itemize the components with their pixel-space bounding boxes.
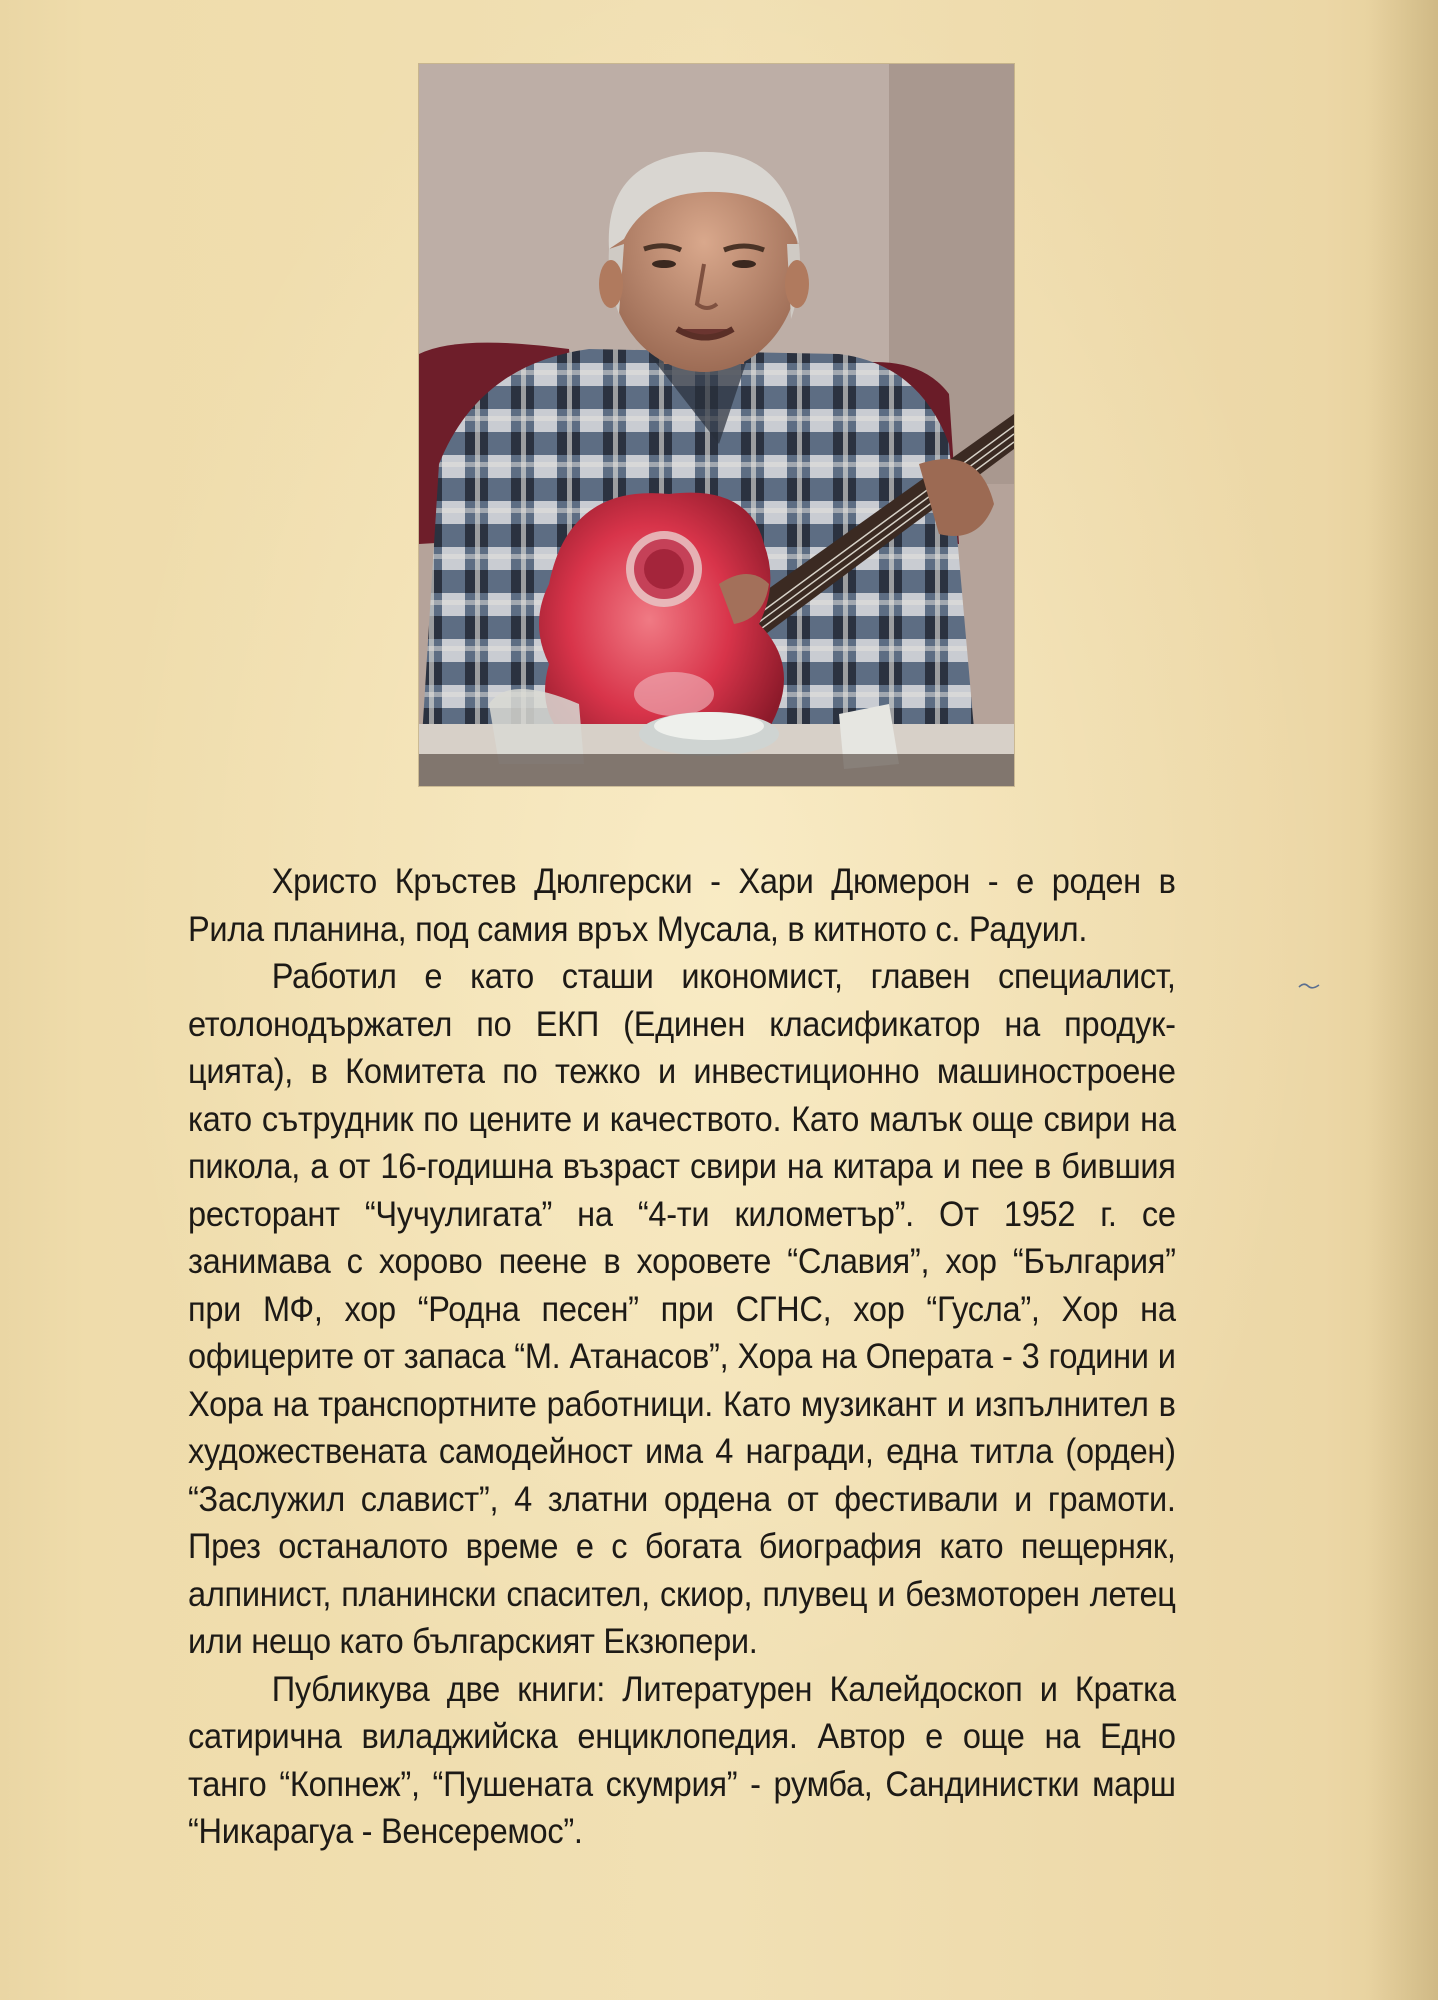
bio-paragraph-birth: Христо Кръстев Дюлгерски - Хари Дюмерон - е роден в Рила планина, под самия връх Мусала, в китното с. Радуил. xyxy=(188,862,1176,949)
page-edge-shadow xyxy=(1368,0,1438,2000)
author-photo xyxy=(419,64,1014,786)
author-photo-illustration xyxy=(419,64,1014,786)
bio-paragraph-career: Работил е като сташи икономист, главен специалист, етолонодържател по ЕКП (Единен класификатор на продук-цията), в Комитета по тежко и инвестиционно машиностроене като сътрудник по цените и качеството. Като малък още свири на пикола, а от 16-годишна възраст свири на китара и пее в бившия ресторант “Чучулигата” на “4-ти километър”. От 1952 г. се занимава с хорово пеене в хоровете “Славия”, хор “България” при МФ, хор “Родна песен” при СГНС, хор “Гусла”, Хор на офицерите от запаса “М. Атанасов”, Хора на Операта - 3 години и Хора на транспортните работници. Като музикант и изпълнител в художествената самодейност има 4 награди, една титла (орден) “Заслужил славист”, 4 златни ордена от фестивали и грамоти. През останалото време е с богата биография като пещерняк, алпинист, планински спасител, скиор, плувец и безмоторен летец или нещо като българският Екзюпери. xyxy=(188,957,1176,1661)
margin-ink-mark xyxy=(1298,978,1320,988)
bio-paragraph-works: Публикува две книги: Литературен Калейдоскоп и Кратка сатирична виладжийска енциклопедия. Автор е още на Едно танго “Копнеж”, “Пушената скумрия” - румба, Сандинистки марш “Никарагуа - Венсеремос”. xyxy=(188,1669,1176,1851)
biography-text xyxy=(188,858,1176,1856)
